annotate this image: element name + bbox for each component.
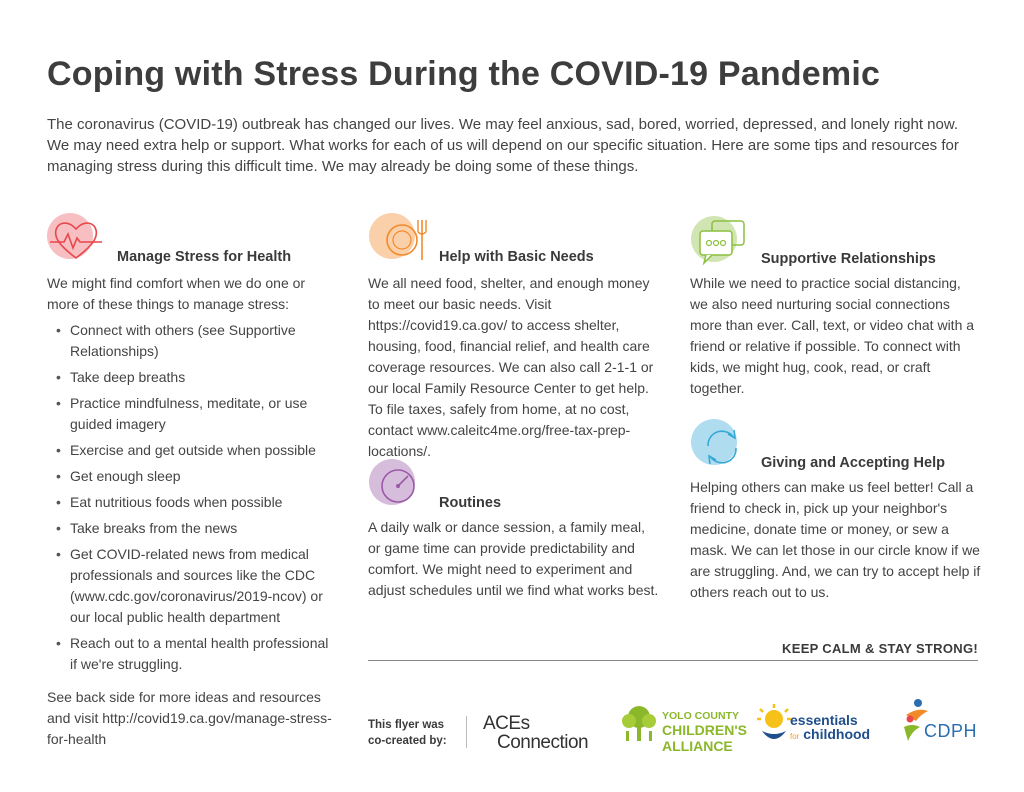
cocreated-line-2: co-created by: [368,735,447,747]
yolo-line-3: ALLIANCE [662,738,733,754]
essentials-sun-icon [756,703,792,745]
list-item: • Eat nutritious foods when possible [56,492,336,513]
heading-manage-stress: Manage Stress for Health [117,249,292,265]
list-item: • Take breaks from the news [56,518,336,539]
heading-routines: Routines [439,495,502,511]
refresh-arrows-icon [690,418,750,472]
plate-fork-icon [368,212,430,264]
aces-logo-line-1: ACEs [483,713,530,734]
heading-giving-help: Giving and Accepting Help [761,455,945,471]
basic-needs-body: We all need food, shelter, and enough money to meet our basic needs. Visit https://covid19.ca.gov/ to access shelter, housing, food, financial relief, and health care coverage resources. We can also call 2-1-1 or our local Family Resource Center to get help. To file taxes, safely from home, at no cost, contact www.caleitc4me.org/free-tax-prep-locations/. [368,275,654,459]
efc-line-2: childhood [803,726,871,742]
aces-connection-logo [483,714,588,752]
efc-for: for [790,732,800,741]
list-item: • Take deep breaths [56,367,336,388]
list-item: • Exercise and get outside when possible [56,440,336,461]
tagline: KEEP CALM & STAY STRONG! [782,641,978,656]
list-item: • Practice mindfulness, meditate, or use guided imagery [56,393,336,435]
clock-icon [368,458,420,510]
yolo-logo-text [662,711,747,754]
manage-stress-footer: See back side for more ideas and resources and visit http://covid19.ca.gov/manage-stress-for-health [47,689,332,747]
flyer-title: Coping with Stress During the COVID-19 Pandemic [47,55,881,93]
heart-pulse-icon [46,212,106,264]
cocreated-line-1: This flyer was [368,719,445,731]
routines-body: A daily walk or dance session, a family meal, or game time can provide predictability and comfort. We might need to experiment and adjust schedules until we find what works best. [368,519,659,598]
yolo-tree-icon [618,703,660,745]
chat-bubbles-icon [690,215,750,267]
heading-basic-needs: Help with Basic Needs [439,249,594,265]
yolo-line-1: YOLO COUNTY [662,710,740,722]
list-item: • Get COVID-related news from medical professionals and sources like the CDC (www.cdc.gov/coronavirus/2019-ncov) or our local public health department [56,544,336,628]
intro-paragraph: The coronavirus (COVID-19) outbreak has changed our lives. We may feel anxious, sad, bored, worried, depressed, and lonely right now. We may need extra help or support. What works for each of us will depend on our specific situation. Here are some tips and resources for managing stress during this difficult time. We may already be doing some of these things. [47,116,959,175]
divider [368,660,978,661]
heading-supportive-relationships: Supportive Relationships [761,251,936,267]
list-item: • Get enough sleep [56,466,336,487]
essentials-logo-text [790,713,870,744]
supportive-body: While we need to practice social distancing, we also need nurturing social connections more than ever. Call, text, or video chat with a friend or relative if possible. To connect with kids, we might hug, cook, read, or craft together. [690,275,975,396]
footer-separator [466,716,467,748]
efc-line-1: essentials [790,712,858,728]
manage-stress-intro: We might find comfort when we do one or more of these things to manage stress: [47,275,306,312]
yolo-line-2: CHILDREN'S [662,722,747,738]
giving-help-body: Helping others can make us feel better! Call a friend to check in, pick up your neighbor's medicine, donate time or money, or sew a mask. We can let those in our circle know if we are struggling. And, we can try to accept help if others reach out to us. [690,479,981,600]
list-item: • Connect with others (see Supportive Relationships) [56,320,336,362]
list-item: • Reach out to a mental health professional if we're struggling. [56,633,336,675]
cocreated-label [368,717,447,749]
stress-tips-list [56,320,336,680]
aces-logo-line-2: Connection [497,732,589,753]
cdph-logo-text: CDPH [924,721,978,741]
